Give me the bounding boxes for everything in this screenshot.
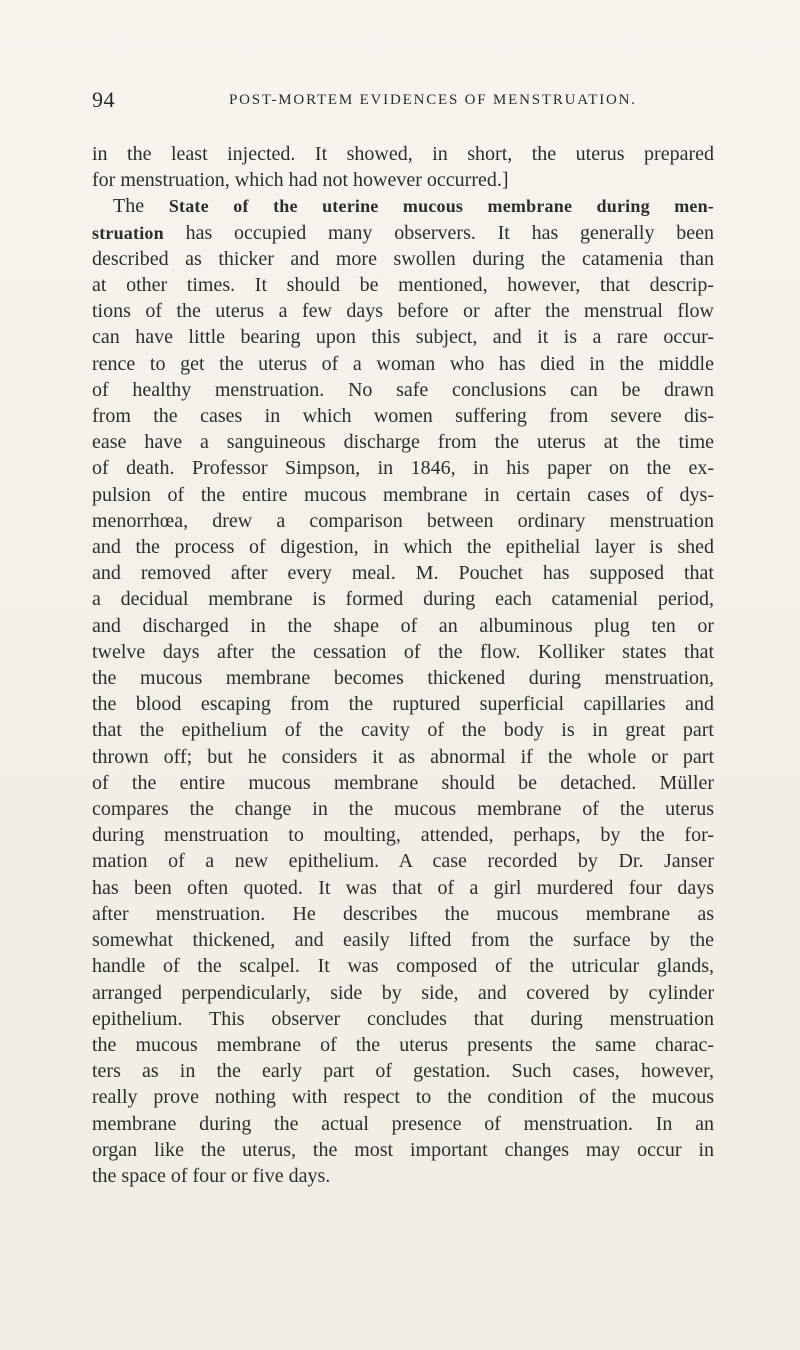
text-line: pulsion of the entire mucous membrane in certain cases of dys- xyxy=(92,483,714,506)
page-number: 94 xyxy=(92,87,115,112)
text-line: a decidual membrane is formed during each catamenial period, xyxy=(92,588,714,611)
text-line: the mucous membrane of the uterus presents the same charac- xyxy=(92,1033,714,1056)
page-header xyxy=(92,86,714,114)
paragraph-start xyxy=(92,193,714,219)
text-line: ease have a sanguineous discharge from the uterus at the time xyxy=(92,431,714,454)
text-line: that the epithelium of the cavity of the body is in great part xyxy=(92,719,714,742)
text-line: the space of four or five days. xyxy=(92,1164,331,1187)
text-line: twelve days after the cessation of the flow. Kolliker states that xyxy=(92,640,714,663)
text-line: epithelium. This observer concludes that during menstruation xyxy=(92,1007,714,1030)
text-line: thrown off; but he considers it as abnormal if the whole or part xyxy=(92,745,714,768)
text-run: has occupied many observers. It has generally been xyxy=(185,221,714,244)
text-line: of death. Professor Simpson, in 1846, in his paper on the ex- xyxy=(92,457,714,480)
text-line: in the least injected. It showed, in short, the uterus prepared xyxy=(92,143,714,165)
text-line: has been often quoted. It was that of a girl murdered four days xyxy=(92,876,714,899)
text-line: arranged perpendicularly, side by side, and covered by cylinder xyxy=(92,981,714,1004)
text-line: somewhat thickened, and easily lifted from the surface by the xyxy=(92,929,714,952)
section-heading: State of the uterine mucous membrane during men- xyxy=(168,196,715,217)
body-text xyxy=(92,141,714,1189)
text-line: mation of a new epithelium. A case recorded by Dr. Janser xyxy=(92,850,714,873)
text-line: menorrhœa, drew a comparison between ordinary menstruation xyxy=(92,509,714,532)
text-line: the blood escaping from the ruptured superficial capillaries and xyxy=(92,693,714,716)
text-line: at other times. It should be mentioned, however, that descrip- xyxy=(92,274,714,297)
text-line: membrane during the actual presence of menstruation. In an xyxy=(92,1112,714,1135)
text-line: the mucous membrane becomes thickened during menstruation, xyxy=(92,667,714,690)
section-heading-continued: struation xyxy=(92,222,164,243)
text-line: from the cases in which women suffering from severe dis- xyxy=(92,405,714,428)
text-line: rence to get the uterus of a woman who has died in the middle xyxy=(92,352,714,375)
text-line: during menstruation to moulting, attended, perhaps, by the for- xyxy=(92,824,714,847)
text-line: of healthy menstruation. No safe conclusions can be drawn xyxy=(92,378,714,401)
text-line: and discharged in the shape of an albuminous plug ten or xyxy=(92,614,714,637)
text-line: after menstruation. He describes the mucous membrane as xyxy=(92,902,714,925)
text-run: The xyxy=(113,195,145,218)
text-line: tions of the uterus a few days before or after the menstrual flow xyxy=(92,300,714,323)
text-line: and removed after every meal. M. Pouchet has supposed that xyxy=(92,562,714,585)
text-line: organ like the uterus, the most important changes may occur in xyxy=(92,1138,714,1161)
text-line: described as thicker and more swollen during the catamenia than xyxy=(92,247,714,270)
text-line xyxy=(92,220,714,246)
text-line: of the entire mucous membrane should be detached. Müller xyxy=(92,771,714,794)
running-head: POST-MORTEM EVIDENCES OF MENSTRUATION. xyxy=(229,92,637,108)
text-line: ters as in the early part of gestation. Such cases, however, xyxy=(92,1060,714,1083)
text-line: for menstruation, which had not however occurred.] xyxy=(92,169,509,192)
text-line: handle of the scalpel. It was composed of the utricular glands, xyxy=(92,955,714,978)
text-line: can have little bearing upon this subject, and it is a rare occur- xyxy=(92,326,714,349)
text-line: really prove nothing with respect to the condition of the mucous xyxy=(92,1086,714,1109)
text-line: and the process of digestion, in which the epithelial layer is shed xyxy=(92,536,714,559)
text-line: compares the change in the mucous membrane of the uterus xyxy=(92,798,714,821)
